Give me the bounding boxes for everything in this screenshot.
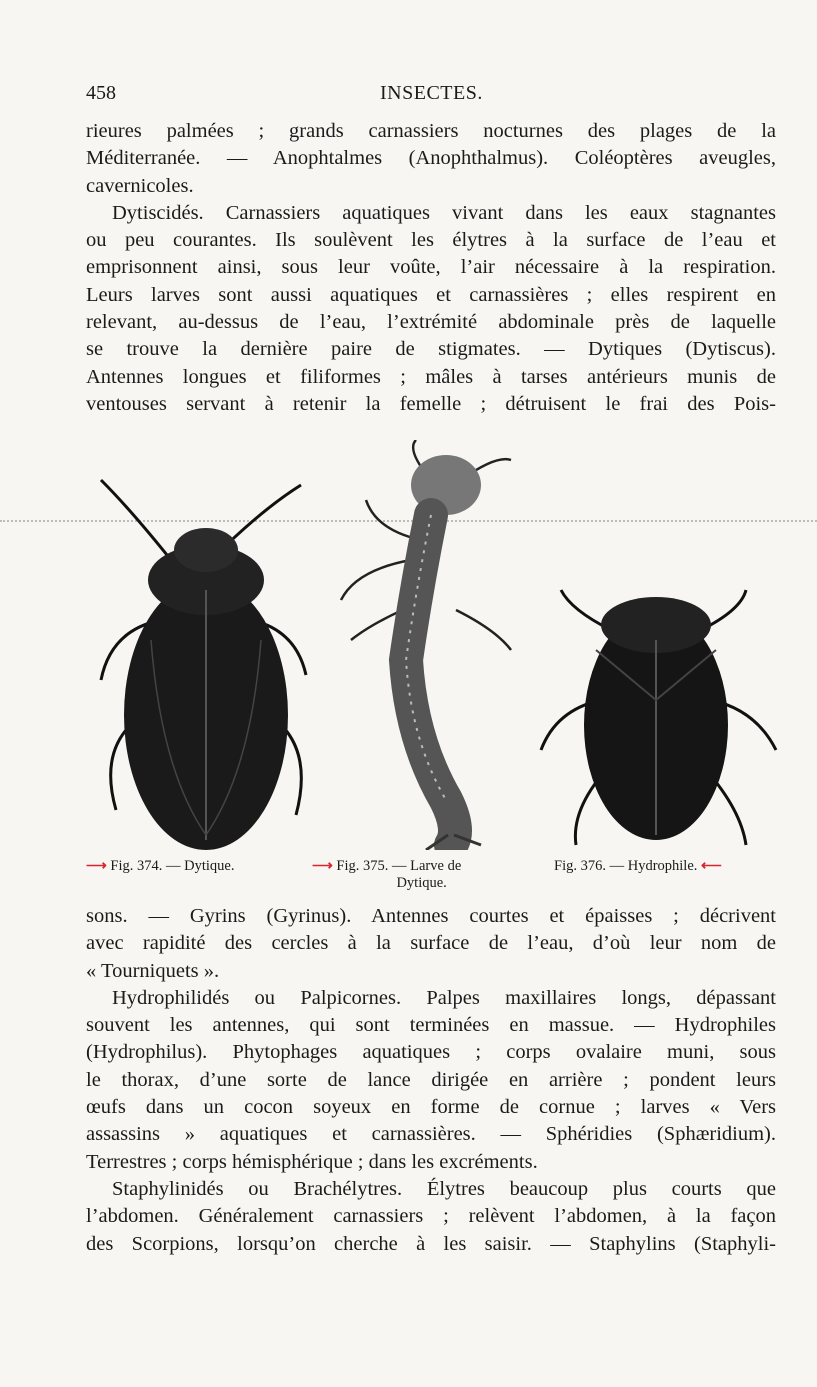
text-line: cavernicoles.: [86, 174, 194, 197]
caption-fig-375: [312, 858, 461, 892]
text-line: (Hydrophilus). Phytophages aquatiques ; corps ovalaire muni, sous: [86, 1041, 776, 1064]
dytique-illustration: [91, 470, 321, 850]
top-paragraphs: [86, 118, 776, 418]
text-line: Méditerranée. — Anophtalmes (Anophthalmus). Coléoptères aveugles,: [86, 147, 776, 170]
caption-text-line2: Dytique.: [396, 875, 447, 891]
page-header: [86, 82, 776, 110]
text-line: se trouve la dernière paire de stigmates. — Dytiques (Dytiscus).: [86, 338, 776, 361]
text-line: ventouses servant à retenir la femelle ; détruisent le frai des Pois-: [86, 392, 776, 415]
larve-dytique-illustration: [336, 440, 526, 850]
text-line: ou peu courantes. Ils soulèvent les élytres à la surface de l’eau et: [86, 229, 776, 252]
hydrophile-illustration: [531, 580, 781, 850]
caption-fig-374: [86, 858, 234, 875]
text-line: Hydrophilidés ou Palpicornes. Palpes maxillaires longs, dépassant: [112, 986, 776, 1009]
text-line: « Tourniquets ».: [86, 959, 220, 982]
arrow-right-icon: ⟶: [312, 858, 337, 874]
text-line: sons. — Gyrins (Gyrinus). Antennes courtes et épaisses ; décrivent: [86, 905, 776, 927]
text-line: Antennes longues et filiformes ; mâles à tarses antérieurs munis de: [86, 365, 776, 388]
caption-fig-376: [554, 858, 722, 875]
arrow-left-icon: ⟵: [697, 858, 722, 874]
text-line: Leurs larves sont aussi aquatiques et carnassières ; elles respirent en: [86, 283, 776, 306]
text-line: des Scorpions, lorsqu’on cherche à les saisir. — Staphylins (Staphyli-: [86, 1232, 776, 1255]
text-line: œufs dans un cocon soyeux en forme de cornue ; larves « Vers: [86, 1096, 776, 1119]
page-number: 458: [86, 82, 116, 104]
bottom-paragraphs: [86, 903, 776, 1258]
text-line: avec rapidité des cercles à la surface de l’eau, d’où leur nom de: [86, 932, 776, 955]
text-line: Terrestres ; corps hémisphérique ; dans les excréments.: [86, 1150, 538, 1173]
figure-captions: [86, 858, 786, 898]
text-line: l’abdomen. Généralement carnassiers ; relèvent l’abdomen, à la façon: [86, 1205, 776, 1228]
caption-text: Fig. 375. — Larve de: [336, 858, 462, 874]
text-line: souvent les antennes, qui sont terminées en massue. — Hydrophiles: [86, 1014, 776, 1037]
text-line: Staphylinidés ou Brachélytres. Élytres beaucoup plus courts que: [112, 1177, 776, 1200]
caption-text: Fig. 376. — Hydrophile.: [554, 858, 698, 874]
caption-text: Fig. 374. — Dytique.: [110, 858, 235, 874]
text-line: assassins » aquatiques et carnassières. — Sphéridies (Sphæridium).: [86, 1123, 776, 1146]
running-title: INSECTES.: [380, 82, 483, 104]
arrow-right-icon: ⟶: [86, 858, 111, 874]
text-line: emprisonnent ainsi, sous leur voûte, l’air nécessaire à la respiration.: [86, 256, 776, 279]
text-line: relevant, au-dessus de l’eau, l’extrémité abdominale près de laquelle: [86, 311, 776, 334]
text-line: rieures palmées ; grands carnassiers nocturnes des plages de la: [86, 120, 776, 142]
text-line: le thorax, d’une sorte de lance dirigée en arrière ; pondent leurs: [86, 1068, 776, 1091]
figure-group: [86, 430, 786, 850]
text-line: Dytiscidés. Carnassiers aquatiques vivant dans les eaux stagnantes: [112, 201, 776, 224]
